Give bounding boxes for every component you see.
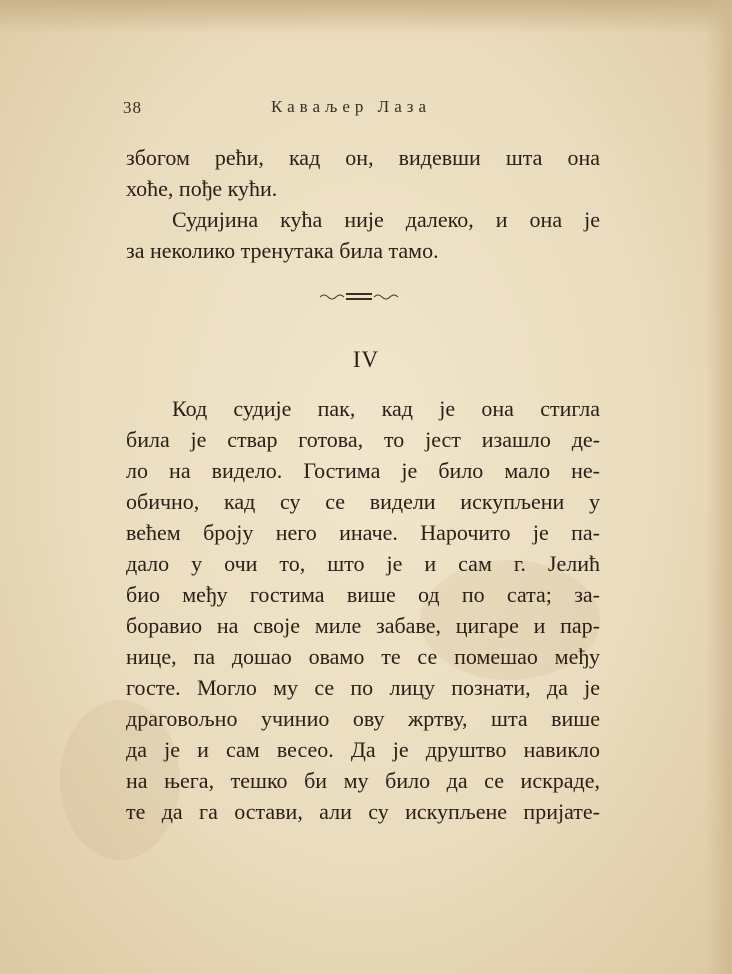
wavy-divider-icon: [318, 289, 400, 303]
chapter-heading: IV: [352, 347, 380, 372]
text-line: драговољно учинио ову жртву, шта више: [126, 706, 600, 731]
page-top-shadow: [0, 0, 732, 34]
text-line: дало у очи то, што је и сам г. Јелић: [126, 551, 600, 576]
text-line: обично, кад су се видели искупљени у: [126, 489, 600, 514]
text-line: хоће, пође кући.: [126, 176, 278, 201]
text-line: била је ствар готова, то јест изашло де-: [126, 427, 600, 452]
running-header: [123, 98, 593, 122]
text-line: нице, па дошао овамо те се помешао међу: [126, 644, 600, 669]
page-right-shadow: [706, 0, 732, 974]
text-line: Код судије пак, кад је она стигла: [172, 396, 600, 421]
text-line: боравио на своје миле забаве, цигаре и пар-: [126, 613, 600, 638]
paragraph-block-after: [126, 393, 600, 827]
text-line: ло на видело. Гостима је било мало не-: [126, 458, 600, 483]
page-number: 38: [123, 98, 142, 117]
text-line: да је и сам весео. Да је друштво навикло: [126, 737, 600, 762]
paragraph-block-before: [126, 142, 600, 266]
text-line: био међу гостима више од по сата; за-: [126, 582, 600, 607]
text-line: Судијина кућа није далеко, и она је: [172, 207, 600, 232]
text-line: већем броју него иначе. Нарочито је па-: [126, 520, 600, 545]
text-line: те да га остави, али су искупљене пријате-: [126, 799, 600, 824]
text-line: на њега, тешко би му било да се искраде,: [126, 768, 600, 793]
text-line: за неколико тренутака била тамо.: [126, 238, 439, 263]
text-line: збогом рећи, кад он, видевши шта она: [126, 145, 600, 170]
text-line: госте. Могло му се по лицу познати, да је: [126, 675, 600, 700]
running-title: Каваљер Лаза: [271, 97, 431, 116]
